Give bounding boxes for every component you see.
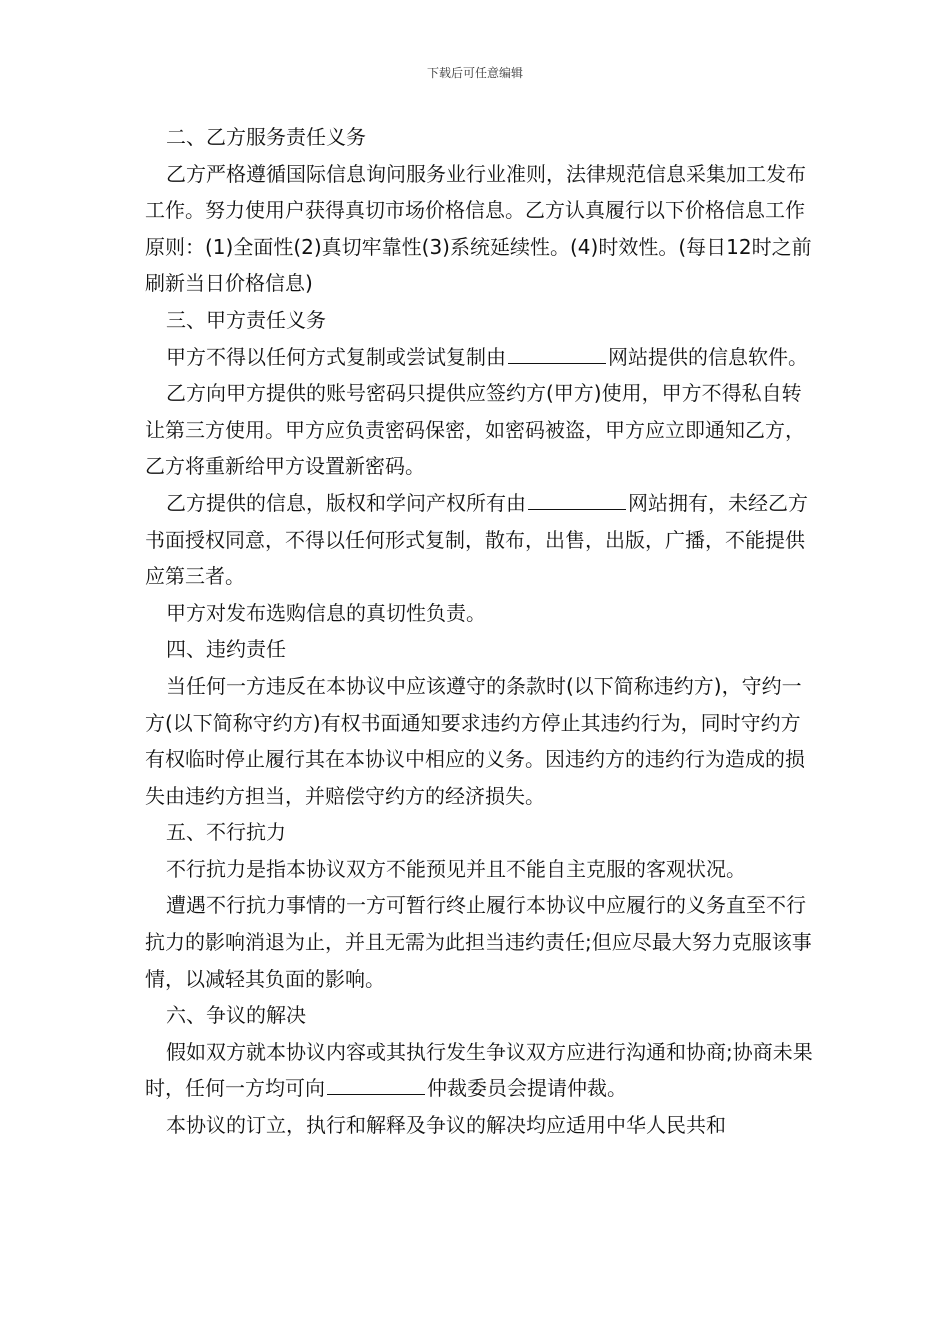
paragraph: 乙方向甲方提供的账号密码只提供应签约方(甲方)使用，甲方不得私自转让第三方使用。甲方应负责密码保密，如密码被盗，甲方应立即通知乙方，乙方将重新给甲方设置新密码。 [145,381,805,479]
paragraph-text-before: 乙方提供的信息，版权和学问产权所有由 [166,490,526,515]
fill-in-blank [327,1074,425,1095]
paragraph: 乙方严格遵循国际信息询问服务业行业准则，法律规范信息采集加工发布工作。努力使用户获得真切市场价格信息。乙方认真履行以下价格信息工作原则：(1)全面性(2)真切牢靠性(3)系统延续性。(4)时效性。(每日12时之前刷新当日价格信息) [145,161,812,296]
paragraph: 不行抗力是指本协议双方不能预见并且不能自主克服的客观状况。 [166,856,746,881]
paragraph [145,485,815,595]
paragraph-text-after: 网站提供的信息软件。 [608,344,808,369]
page-header: 下载后可任意编辑 [426,66,523,80]
paragraph: 本协议的订立，执行和解释及争议的解决均应适用中华人民共和 [166,1113,726,1138]
section-heading: 二、乙方服务责任义务 [166,125,366,149]
paragraph-text-before: 甲方不得以任何方式复制或尝试复制由 [166,344,506,369]
section-heading: 四、违约责任 [166,637,286,662]
paragraph-text-after: 网站拥有，未经乙方书面授权同意，不得以任何形式复制，散布，出售，出版，广播，不能提供应第三者。 [145,490,808,589]
paragraph [145,339,815,376]
paragraph-text-before: 假如双方就本协议内容或其执行发生争议双方应进行沟通和协商;协商未果时，任何一方均可向 [145,1039,813,1101]
section-heading: 五、不行抗力 [166,820,286,845]
paragraph-text-after: 仲裁委员会提请仲裁。 [427,1076,627,1101]
fill-in-blank [508,343,606,364]
fill-in-blank [528,489,626,510]
document-body [145,119,815,1144]
paragraph: 遭遇不行抗力事情的一方可暂行终止履行本协议中应履行的义务直至不行抗力的影响消退为止，并且无需为此担当违约责任;但应尽最大努力克服该事情，以减轻其负面的影响。 [145,893,812,991]
paragraph: 甲方对发布选购信息的真切性负责。 [166,600,486,625]
section-heading: 六、争议的解决 [166,1003,306,1028]
paragraph: 当任何一方违反在本协议中应该遵守的条款时(以下简称违约方)，守约一方(以下简称守约方)有权书面通知要求违约方停止其违约行为，同时守约方有权临时停止履行其在本协议中相应的义务。因违约方的违约行为造成的损失由违约方担当，并赔偿守约方的经济损失。 [145,673,805,808]
section-heading: 三、甲方责任义务 [166,307,326,332]
paragraph [145,1034,815,1107]
